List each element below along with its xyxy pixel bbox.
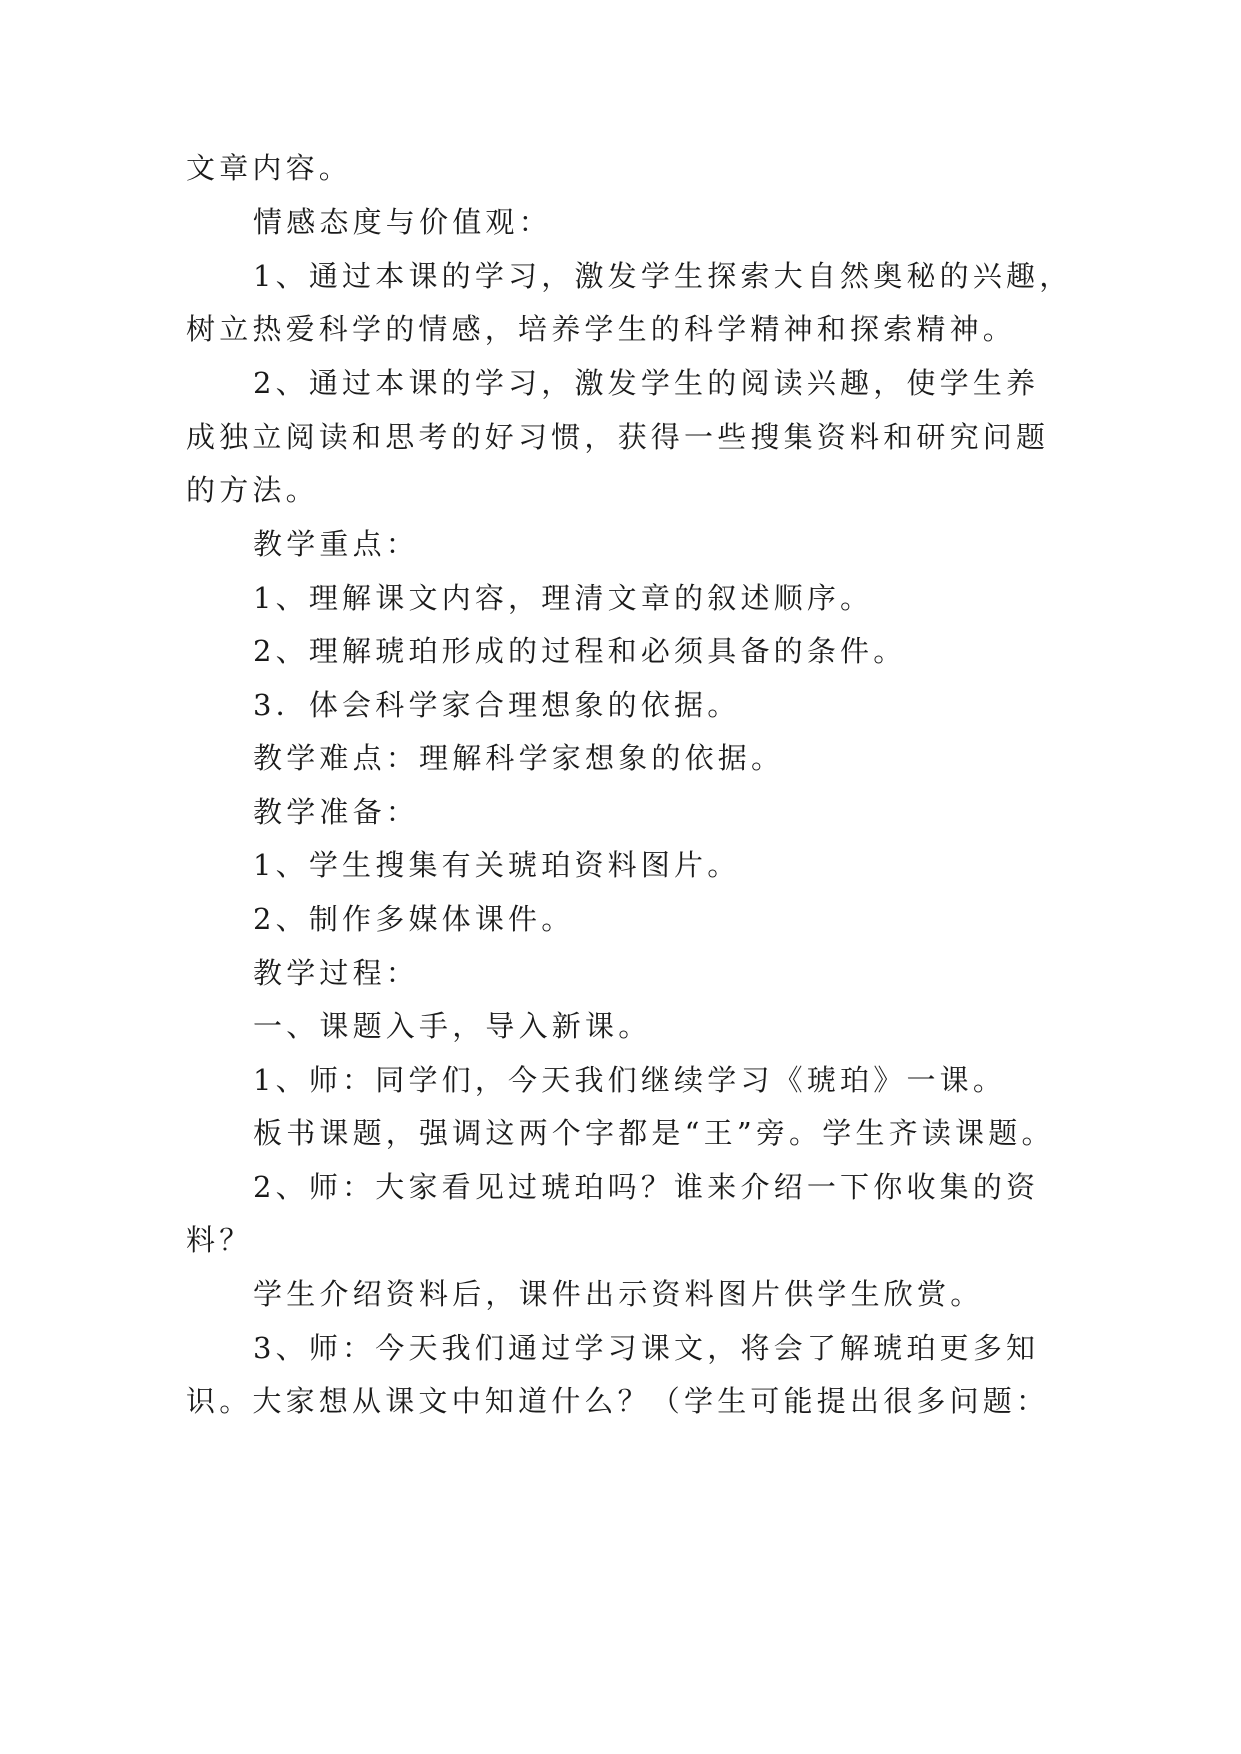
section-heading-emotion-values: 情感态度与价值观： <box>253 205 552 239</box>
text-line: 一、课题入手，导入新课。 <box>253 1009 652 1043</box>
text-line: 2、理解琥珀形成的过程和必须具备的条件。 <box>253 634 907 668</box>
text-line: 2、制作多媒体课件。 <box>253 902 575 936</box>
text-line: 学生介绍资料后，课件出示资料图片供学生欣赏。 <box>253 1277 984 1311</box>
text-line: 3、师：今天我们通过学习课文，将会了解琥珀更多知 <box>253 1331 1040 1365</box>
section-heading-difficulty: 教学难点：理解科学家想象的依据。 <box>253 741 785 775</box>
text-line: 树立热爱科学的情感，培养学生的科学精神和探索精神。 <box>186 312 1017 346</box>
section-heading-process: 教学过程： <box>253 956 420 990</box>
text-line: 料？ <box>186 1223 253 1257</box>
text-line: 3．体会科学家合理想象的依据。 <box>253 688 741 722</box>
text-line: 2、通过本课的学习，激发学生的阅读兴趣，使学生养 <box>253 366 1040 400</box>
text-line: 识。大家想从课文中知道什么？（学生可能提出很多问题： <box>186 1384 1050 1418</box>
text-line: 文章内容。 <box>186 151 353 185</box>
text-line: 2、师：大家看见过琥珀吗？谁来介绍一下你收集的资 <box>253 1170 1040 1204</box>
text-line: 成独立阅读和思考的好习惯，获得一些搜集资料和研究问题 <box>186 420 1050 454</box>
text-line: 1、通过本课的学习，激发学生探索大自然奥秘的兴趣， <box>253 259 1073 293</box>
text-line: 1、师：同学们，今天我们继续学习《琥珀》一课。 <box>253 1063 1007 1097</box>
text-line: 的方法。 <box>186 473 319 507</box>
text-line: 1、理解课文内容，理清文章的叙述顺序。 <box>253 581 874 615</box>
section-heading-preparation: 教学准备： <box>253 795 420 829</box>
text-line: 板书课题，强调这两个字都是“王”旁。学生齐读课题。 <box>253 1116 1055 1150</box>
section-heading-key-points: 教学重点： <box>253 527 420 561</box>
text-line: 1、学生搜集有关琥珀资料图片。 <box>253 848 741 882</box>
